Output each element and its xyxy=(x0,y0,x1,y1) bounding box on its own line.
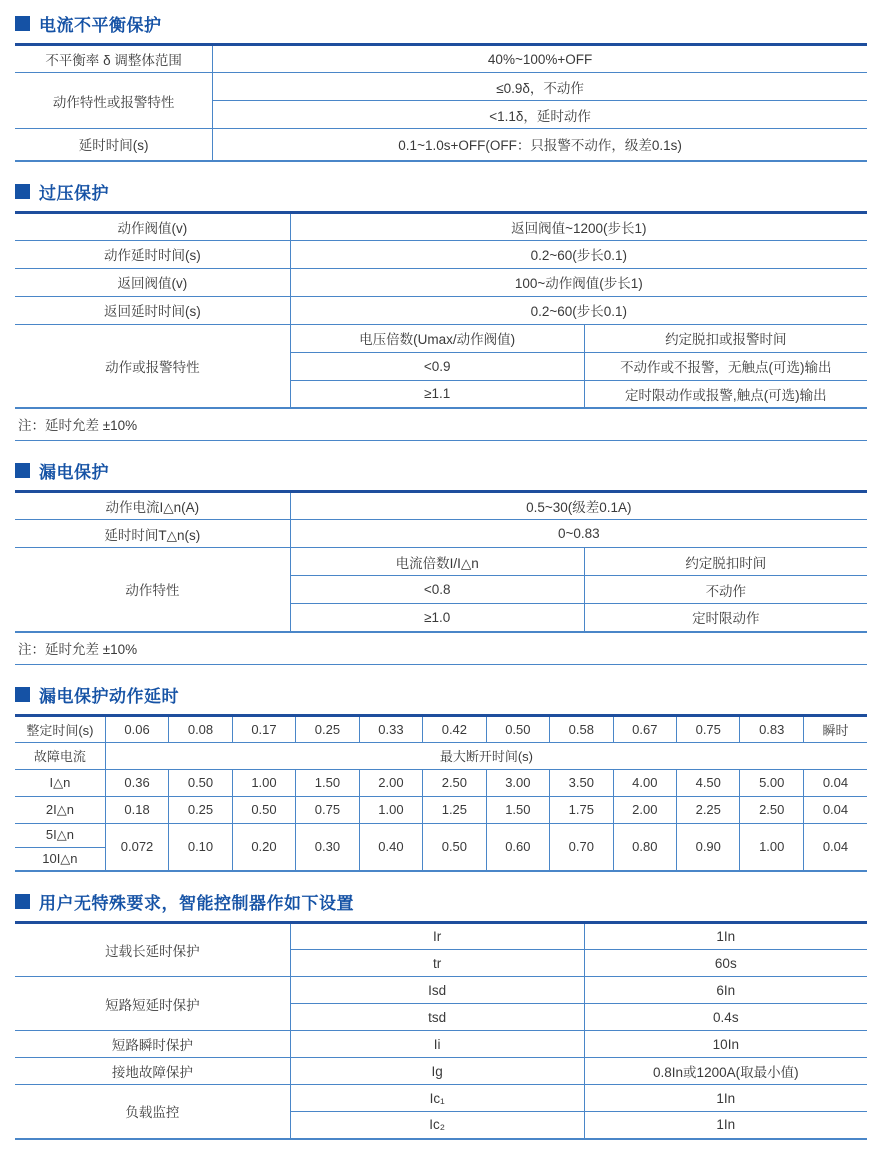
delay-value-cell: 1.00 xyxy=(359,796,422,823)
delay-value-cell: 0.80 xyxy=(613,823,676,871)
section-marker-icon xyxy=(15,463,30,478)
value-cell: 1In xyxy=(584,1085,867,1112)
spec-row-label: 动作延时时间(s) xyxy=(15,240,290,268)
value-cell: 0.8In或1200A(取最小值) xyxy=(584,1058,867,1085)
section-marker-icon xyxy=(15,16,30,31)
delay-value-cell: 0.25 xyxy=(169,796,232,823)
value-cell: 60s xyxy=(584,950,867,977)
delay-value-cell: 2.00 xyxy=(359,769,422,796)
value-cell: 1In xyxy=(584,923,867,950)
spec-row-label: 过载长延时保护 xyxy=(15,923,290,977)
param-cell: Ic₂ xyxy=(290,1112,584,1139)
delay-value-cell: 0.75 xyxy=(296,796,359,823)
section-marker-icon xyxy=(15,687,30,702)
delay-value-cell: 2.25 xyxy=(677,796,740,823)
delay-setting-cell: 0.42 xyxy=(423,715,486,742)
delay-value-cell: 5.00 xyxy=(740,769,803,796)
spec-row-value: 0.5~30(级差0.1A) xyxy=(290,492,867,520)
delay-setting-cell: 0.50 xyxy=(486,715,549,742)
table-row xyxy=(15,296,867,324)
delay-value-cell: 2.00 xyxy=(613,796,676,823)
delay-value-cell: 2.50 xyxy=(423,769,486,796)
spec-row-label: 延时时间T△n(s) xyxy=(15,520,290,548)
delay-value-cell: 3.00 xyxy=(486,769,549,796)
table-row xyxy=(15,1085,867,1112)
table-row xyxy=(15,520,867,548)
spec-row-label: 动作电流I△n(A) xyxy=(15,492,290,520)
table-row xyxy=(15,268,867,296)
section-marker-icon xyxy=(15,184,30,199)
section-marker-icon xyxy=(15,894,30,909)
section-header-leakage-delay xyxy=(15,682,867,707)
table-row xyxy=(15,977,867,1004)
spec-row-value: 0.2~60(步长0.1) xyxy=(290,296,867,324)
param-cell: tr xyxy=(290,950,584,977)
table-row xyxy=(15,923,867,950)
delay-value-cell: 0.04 xyxy=(803,823,867,871)
spec-sub-header: 电压倍数(Umax/动作阀值) xyxy=(290,324,584,352)
delay-value-cell: 0.50 xyxy=(169,769,232,796)
delay-value-cell: 0.04 xyxy=(803,769,867,796)
param-cell: Ir xyxy=(290,923,584,950)
delay-setting-cell: 0.17 xyxy=(232,715,295,742)
delay-value-cell: 0.50 xyxy=(423,823,486,871)
value-cell: 1In xyxy=(584,1112,867,1139)
spec-cell: 不动作 xyxy=(584,576,867,604)
spec-row-value: 0.2~60(步长0.1) xyxy=(290,240,867,268)
spec-sub-header: 电流倍数I/I△n xyxy=(290,548,584,576)
section-title: 漏电保护动作延时 xyxy=(39,686,179,706)
delay-setting-cell: 0.67 xyxy=(613,715,676,742)
delay-setting-cell: 0.58 xyxy=(550,715,613,742)
section-title: 漏电保护 xyxy=(39,463,109,482)
table-row xyxy=(15,715,867,742)
section-header-overvoltage xyxy=(15,179,867,204)
spec-row-value: 0~0.83 xyxy=(290,520,867,548)
table-row xyxy=(15,796,867,823)
delay-value-cell: 2.50 xyxy=(740,796,803,823)
param-cell: Isd xyxy=(290,977,584,1004)
delay-setting-cell: 0.33 xyxy=(359,715,422,742)
table-row xyxy=(15,769,867,796)
delay-value-cell: 1.25 xyxy=(423,796,486,823)
spec-row-label: 故障电流 xyxy=(15,742,105,769)
table-row xyxy=(15,823,867,847)
delay-value-cell: 0.90 xyxy=(677,823,740,871)
spec-row-label: 动作特性 xyxy=(15,548,290,632)
delay-setting-cell: 0.08 xyxy=(169,715,232,742)
spec-row-value: 0.1~1.0s+OFF(OFF：只报警不动作，级差0.1s) xyxy=(213,129,867,161)
spec-cell: ≥1.1 xyxy=(290,380,584,408)
section-title: 电流不平衡保护 xyxy=(39,16,162,35)
spec-row-label: 返回阀值(v) xyxy=(15,268,290,296)
delay-value-cell: 3.50 xyxy=(550,769,613,796)
delay-setting-cell: 0.25 xyxy=(296,715,359,742)
table-row xyxy=(15,324,867,352)
value-cell: 6In xyxy=(584,977,867,1004)
spec-row-label: 2I△n xyxy=(15,796,105,823)
table-row xyxy=(15,1058,867,1085)
spec-row-label: 动作特性或报警特性 xyxy=(15,73,213,129)
value-cell: 10In xyxy=(584,1031,867,1058)
spec-cell: 定时限动作或报警,触点(可选)输出 xyxy=(584,380,867,408)
default-settings-table xyxy=(15,921,867,1140)
delay-setting-cell: 0.75 xyxy=(677,715,740,742)
spec-row-label: 5I△n xyxy=(15,823,105,847)
leakage-delay-table xyxy=(15,714,867,873)
section-header-default-settings xyxy=(15,889,867,914)
param-cell: Ii xyxy=(290,1031,584,1058)
spec-row-value: 100~动作阀值(步长1) xyxy=(290,268,867,296)
delay-value-cell: 1.50 xyxy=(296,769,359,796)
spec-sub-header: 最大断开时间(s) xyxy=(105,742,867,769)
spec-row-label: 短路短延时保护 xyxy=(15,977,290,1031)
delay-value-cell: 1.75 xyxy=(550,796,613,823)
table-row xyxy=(15,742,867,769)
delay-value-cell: 0.70 xyxy=(550,823,613,871)
param-cell: Ic₁ xyxy=(290,1085,584,1112)
table-row xyxy=(15,129,867,161)
table-row xyxy=(15,492,867,520)
delay-value-cell: 1.50 xyxy=(486,796,549,823)
delay-value-cell: 1.00 xyxy=(740,823,803,871)
table-row xyxy=(15,212,867,240)
tolerance-note: 注：延时允差 ±10% xyxy=(15,633,867,665)
table-row xyxy=(15,73,867,101)
section-header-unbalance xyxy=(15,11,867,36)
delay-value-cell: 0.50 xyxy=(232,796,295,823)
value-cell: 0.4s xyxy=(584,1004,867,1031)
spec-row-label: 负载监控 xyxy=(15,1085,290,1139)
delay-value-cell: 4.50 xyxy=(677,769,740,796)
spec-row-value: ≤0.9δ，不动作 xyxy=(213,73,867,101)
delay-value-cell: 1.00 xyxy=(232,769,295,796)
table-row xyxy=(15,548,867,576)
spec-cell: <0.8 xyxy=(290,576,584,604)
spec-cell: 定时限动作 xyxy=(584,604,867,632)
spec-sub-header: 约定脱扣时间 xyxy=(584,548,867,576)
spec-row-label: 延时时间(s) xyxy=(15,129,213,161)
spec-row-label: 返回延时时间(s) xyxy=(15,296,290,324)
overvoltage-table xyxy=(15,211,867,410)
spec-row-label: 短路瞬时保护 xyxy=(15,1031,290,1058)
spec-cell: <0.9 xyxy=(290,352,584,380)
delay-value-cell: 0.30 xyxy=(296,823,359,871)
spec-row-label: 接地故障保护 xyxy=(15,1058,290,1085)
table-row xyxy=(15,1031,867,1058)
leakage-table xyxy=(15,490,867,633)
delay-value-cell: 0.36 xyxy=(105,769,168,796)
spec-row-label: 动作阀值(v) xyxy=(15,212,290,240)
delay-value-cell: 0.04 xyxy=(803,796,867,823)
spec-cell: ≥1.0 xyxy=(290,604,584,632)
table-row xyxy=(15,240,867,268)
spec-row-label: 10I△n xyxy=(15,847,105,871)
spec-row-label: 动作或报警特性 xyxy=(15,324,290,408)
delay-value-cell: 0.40 xyxy=(359,823,422,871)
table-row xyxy=(15,45,867,73)
section-header-leakage xyxy=(15,458,867,483)
param-cell: tsd xyxy=(290,1004,584,1031)
spec-cell: 不动作或不报警，无触点(可选)输出 xyxy=(584,352,867,380)
delay-value-cell: 0.10 xyxy=(169,823,232,871)
delay-setting-cell: 0.83 xyxy=(740,715,803,742)
tolerance-note: 注：延时允差 ±10% xyxy=(15,409,867,441)
delay-value-cell: 0.18 xyxy=(105,796,168,823)
spec-sub-header: 约定脱扣或报警时间 xyxy=(584,324,867,352)
spec-row-label: 不平衡率 δ 调整体范围 xyxy=(15,45,213,73)
section-title: 用户无特殊要求，智能控制器作如下设置 xyxy=(39,894,354,913)
param-cell: Ig xyxy=(290,1058,584,1085)
unbalance-table xyxy=(15,43,867,162)
section-title: 过压保护 xyxy=(39,183,109,203)
delay-value-cell: 0.072 xyxy=(105,823,168,871)
spec-row-value: 40%~100%+OFF xyxy=(213,45,867,73)
delay-setting-cell: 0.06 xyxy=(105,715,168,742)
delay-value-cell: 0.20 xyxy=(232,823,295,871)
delay-setting-cell: 瞬时 xyxy=(803,715,867,742)
delay-value-cell: 0.60 xyxy=(486,823,549,871)
delay-value-cell: 4.00 xyxy=(613,769,676,796)
spec-row-value: 返回阀值~1200(步长1) xyxy=(290,212,867,240)
spec-row-label: I△n xyxy=(15,769,105,796)
spec-row-value: <1.1δ，延时动作 xyxy=(213,101,867,129)
spec-row-label: 整定时间(s) xyxy=(15,715,105,742)
